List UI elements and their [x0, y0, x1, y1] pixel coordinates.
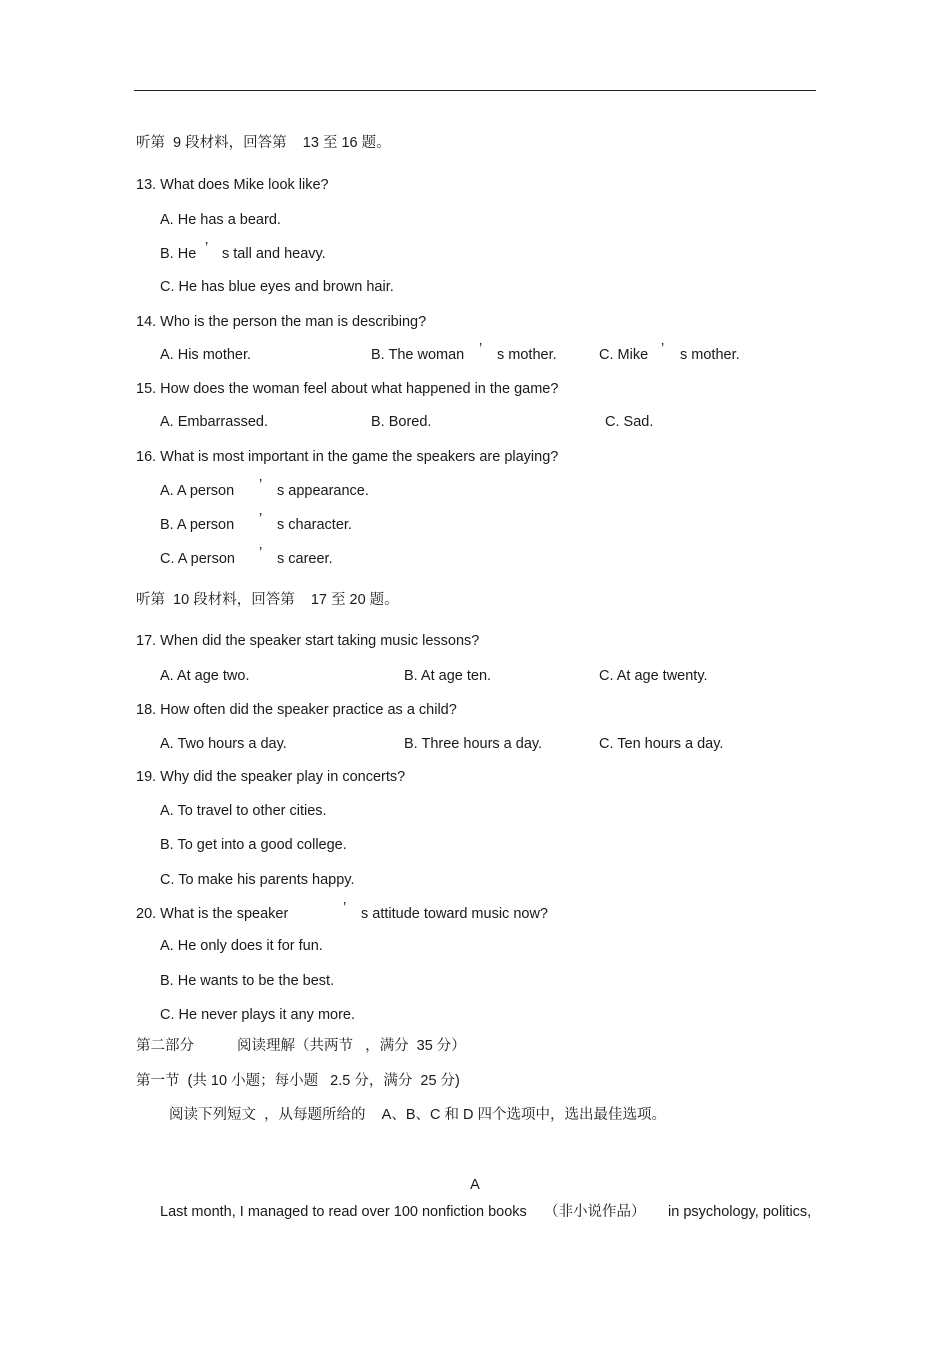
q13-stem: 13. What does Mike look like?	[136, 177, 329, 193]
apostrophe: ’	[343, 900, 347, 916]
q13-option-c: C. He has blue eyes and brown hair.	[160, 279, 394, 295]
q16-option-c-post: s career.	[277, 551, 333, 567]
q20-stem-post: s attitude toward music now?	[361, 906, 548, 922]
q14-option-a: A. His mother.	[160, 347, 252, 363]
apostrophe: ’	[205, 240, 209, 256]
apostrophe: ’	[661, 341, 665, 357]
q19-stem: 19. Why did the speaker play in concerts?	[136, 769, 406, 785]
q14-option-b-post: s mother.	[497, 347, 557, 363]
q16-option-a-pre: A. A person	[160, 483, 235, 499]
q18-option-c: C. Ten hours a day.	[599, 736, 724, 752]
passage-line1-post: in psychology, politics,	[668, 1204, 812, 1220]
q20-stem-pre: 20. What is the speaker	[136, 906, 289, 922]
q13-option-b-pre: B. He	[160, 246, 197, 262]
part2-label: 第二部分	[136, 1038, 194, 1054]
q17-stem: 17. When did the speaker start taking music lessons?	[136, 633, 480, 649]
q17-option-b: B. At age ten.	[404, 668, 492, 684]
q13-option-a: A. He has a beard.	[160, 212, 281, 228]
instruction: 阅读下列短文 ，从每题所给的 A、B、C 和 D 四个选项中，选出最佳选项。	[169, 1107, 667, 1123]
part2-title: 阅读理解（共两节 ，满分 35 分）	[237, 1038, 466, 1054]
q20-option-b: B. He wants to be the best.	[160, 973, 335, 989]
section9-header: 听第 9 段材料，回答第 13 至 16 题。	[136, 135, 391, 151]
q14-option-c-pre: C. Mike	[599, 347, 649, 363]
section10-header: 听第 10 段材料，回答第 17 至 20 题。	[136, 592, 399, 608]
passage-line1-cn: （非小说作品）	[544, 1204, 646, 1220]
q16-option-b-post: s character.	[277, 517, 352, 533]
passage-line1-pre: Last month, I managed to read over 100 nonfiction books	[160, 1204, 527, 1220]
q16-option-b-pre: B. A person	[160, 517, 235, 533]
q19-option-c: C. To make his parents happy.	[160, 872, 355, 888]
q15-stem: 15. How does the woman feel about what happened in the game?	[136, 381, 559, 397]
q17-option-a: A. At age two.	[160, 668, 250, 684]
q15-option-b: B. Bored.	[371, 414, 432, 430]
q18-stem: 18. How often did the speaker practice as a child?	[136, 702, 457, 718]
top-rule	[134, 90, 816, 91]
passage-label: A	[470, 1177, 480, 1193]
q16-stem: 16. What is most important in the game the speakers are playing?	[136, 449, 559, 465]
q19-option-a: A. To travel to other cities.	[160, 803, 327, 819]
apostrophe: ’	[259, 477, 263, 493]
q14-stem: 14. Who is the person the man is describing?	[136, 314, 427, 330]
apostrophe: ’	[259, 511, 263, 527]
section1-header: 第一节 (共 10 小题；每小题 2.5 分，满分 25 分)	[136, 1073, 460, 1089]
apostrophe: ’	[259, 545, 263, 561]
q16-option-c-pre: C. A person	[160, 551, 235, 567]
q20-option-c: C. He never plays it any more.	[160, 1007, 356, 1023]
q15-option-a: A. Embarrassed.	[160, 414, 268, 430]
q14-option-c-post: s mother.	[680, 347, 740, 363]
q17-option-c: C. At age twenty.	[599, 668, 708, 684]
q20-option-a: A. He only does it for fun.	[160, 938, 323, 954]
apostrophe: ’	[479, 341, 483, 357]
q14-option-b-pre: B. The woman	[371, 347, 465, 363]
q13-option-b-post: s tall and heavy.	[222, 246, 326, 262]
q18-option-a: A. Two hours a day.	[160, 736, 287, 752]
q18-option-b: B. Three hours a day.	[404, 736, 543, 752]
q15-option-c: C. Sad.	[605, 414, 654, 430]
q16-option-a-post: s appearance.	[277, 483, 369, 499]
q19-option-b: B. To get into a good college.	[160, 837, 347, 853]
